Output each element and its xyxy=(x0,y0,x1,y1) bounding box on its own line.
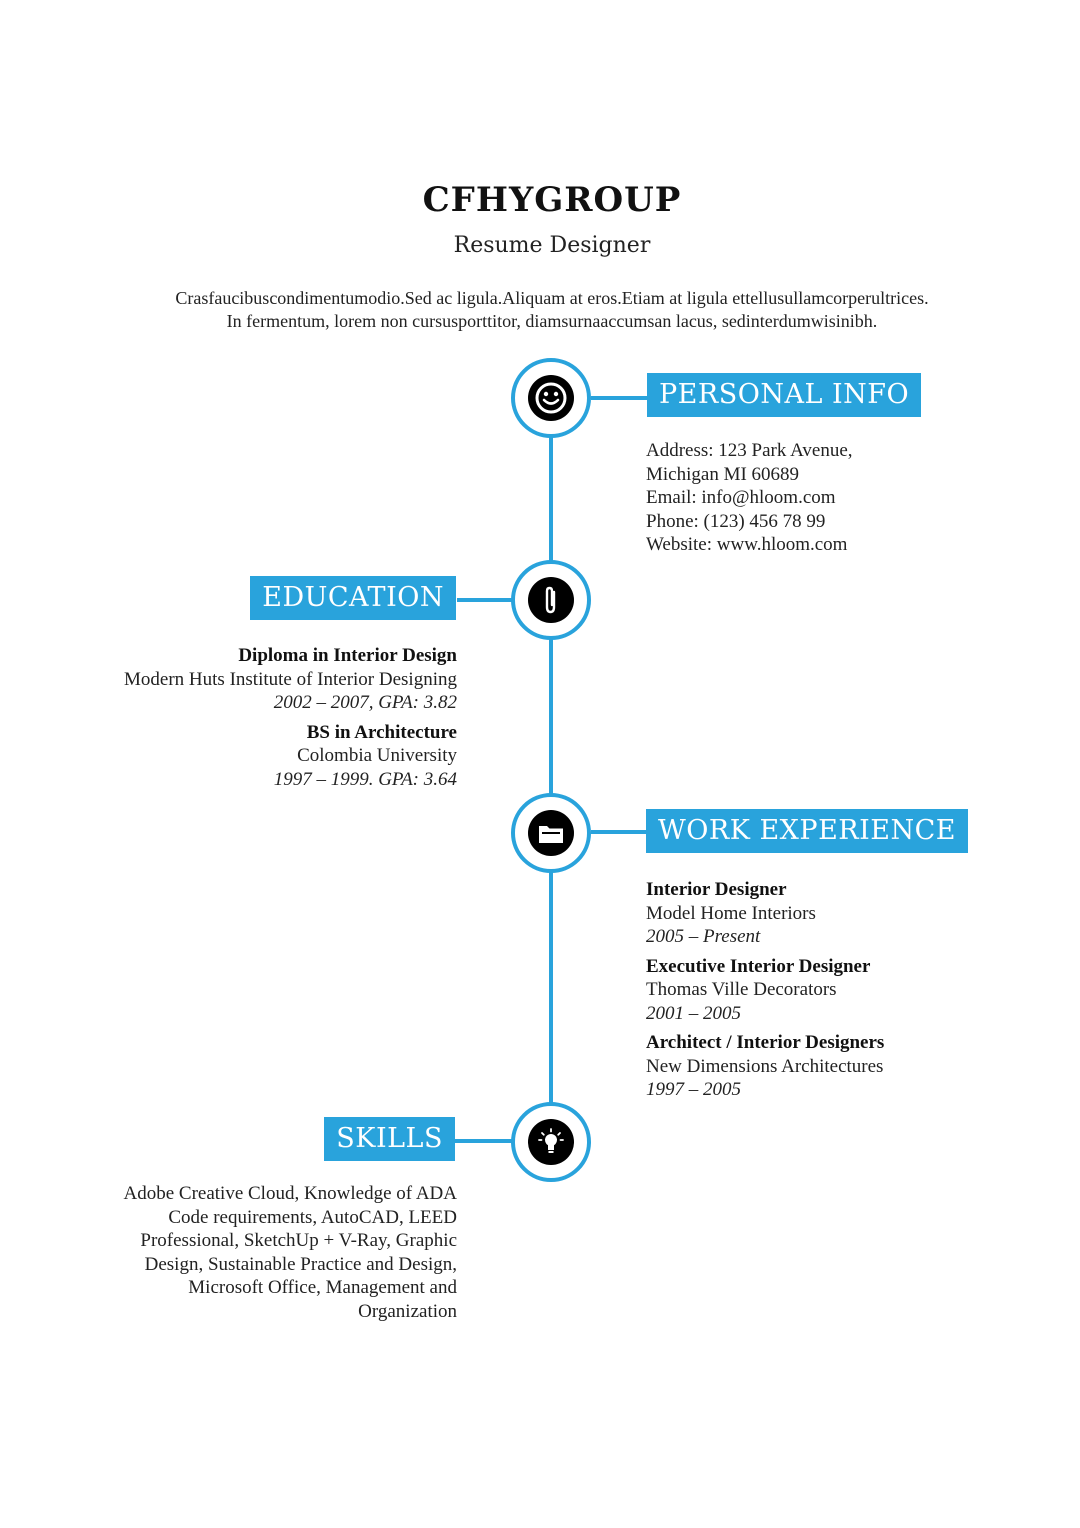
education-connector xyxy=(457,598,513,602)
intro-paragraph xyxy=(60,287,1044,333)
personal-info-details xyxy=(646,439,853,557)
work-experience-details xyxy=(646,878,884,1108)
paperclip-icon xyxy=(528,577,574,623)
personal-info-phone: Phone: (123) 456 78 99 xyxy=(646,510,826,532)
work-role: Architect / Interior Designers xyxy=(646,1032,885,1053)
education-details xyxy=(124,644,457,797)
personal-info-email: Email: info@hloom.com xyxy=(646,487,836,508)
skills-details xyxy=(124,1182,458,1323)
work-role: Interior Designer xyxy=(646,879,787,900)
work-company: Thomas Ville Decorators xyxy=(646,979,837,1000)
education-degree: Diploma in Interior Design xyxy=(238,645,457,666)
skills-line: Code requirements, AutoCAD, LEED xyxy=(168,1206,457,1228)
personal-info-node xyxy=(511,358,591,438)
education-degree: BS in Architecture xyxy=(306,721,457,743)
skills-line: Professional, SketchUp + V-Ray, Graphic xyxy=(140,1230,457,1251)
education-dates: 2002 – 2007, GPA: 3.82 xyxy=(273,692,457,713)
skills-line: Design, Sustainable Practice and Design, xyxy=(144,1253,457,1275)
education-entry xyxy=(124,721,457,792)
timeline-line xyxy=(549,398,553,1146)
skills-connector xyxy=(455,1139,513,1143)
personal-info-website: Website: www.hloom.com xyxy=(646,534,848,555)
work-company: Model Home Interiors xyxy=(646,902,816,924)
work-dates: 1997 – 2005 xyxy=(646,1079,741,1100)
work-entry xyxy=(646,955,884,1026)
work-role: Executive Interior Designer xyxy=(646,955,871,977)
education-school: Modern Huts Institute of Interior Designing xyxy=(124,668,457,690)
education-entry xyxy=(124,644,457,715)
skills-line: Organization xyxy=(358,1300,457,1322)
intro-line-2: In fermentum, lorem non cursusporttitor, diamsurnaaccumsan lacus, sedinterdumwisinibh. xyxy=(226,311,878,331)
personal-info-address-line: Address: 123 Park Avenue, xyxy=(646,440,853,461)
work-entry xyxy=(646,878,884,949)
skills-line: Adobe Creative Cloud, Knowledge of ADA xyxy=(123,1183,457,1204)
personal-info-heading: PERSONAL INFO xyxy=(647,373,921,417)
personal-info-connector xyxy=(591,396,647,400)
skills-line: Microsoft Office, Management and xyxy=(188,1277,457,1298)
education-school: Colombia University xyxy=(297,745,457,766)
work-company: New Dimensions Architectures xyxy=(646,1055,884,1077)
resume-name: CFHYGROUP xyxy=(422,180,682,220)
education-heading: EDUCATION xyxy=(250,576,456,620)
lightbulb-icon xyxy=(528,1119,574,1165)
work-dates: 2001 – 2005 xyxy=(646,1002,741,1024)
folder-icon xyxy=(528,810,574,856)
personal-info-city-line: Michigan MI 60689 xyxy=(646,463,800,485)
work-entry xyxy=(646,1031,884,1102)
skills-heading: SKILLS xyxy=(324,1117,455,1161)
education-node xyxy=(511,560,591,640)
work-dates: 2005 – Present xyxy=(646,926,761,947)
work-experience-heading: WORK EXPERIENCE xyxy=(646,809,968,853)
resume-role: Resume Designer xyxy=(453,233,651,258)
education-dates: 1997 – 1999. GPA: 3.64 xyxy=(273,768,457,790)
work-experience-node xyxy=(511,793,591,873)
skills-node xyxy=(511,1102,591,1182)
smiley-icon xyxy=(528,375,574,421)
intro-line-1: Crasfaucibuscondimentumodio.Sed ac ligula.Aliquam at eros.Etiam at ligula ettellusullamcorperultrices. xyxy=(175,288,929,308)
work-experience-connector xyxy=(591,830,647,834)
